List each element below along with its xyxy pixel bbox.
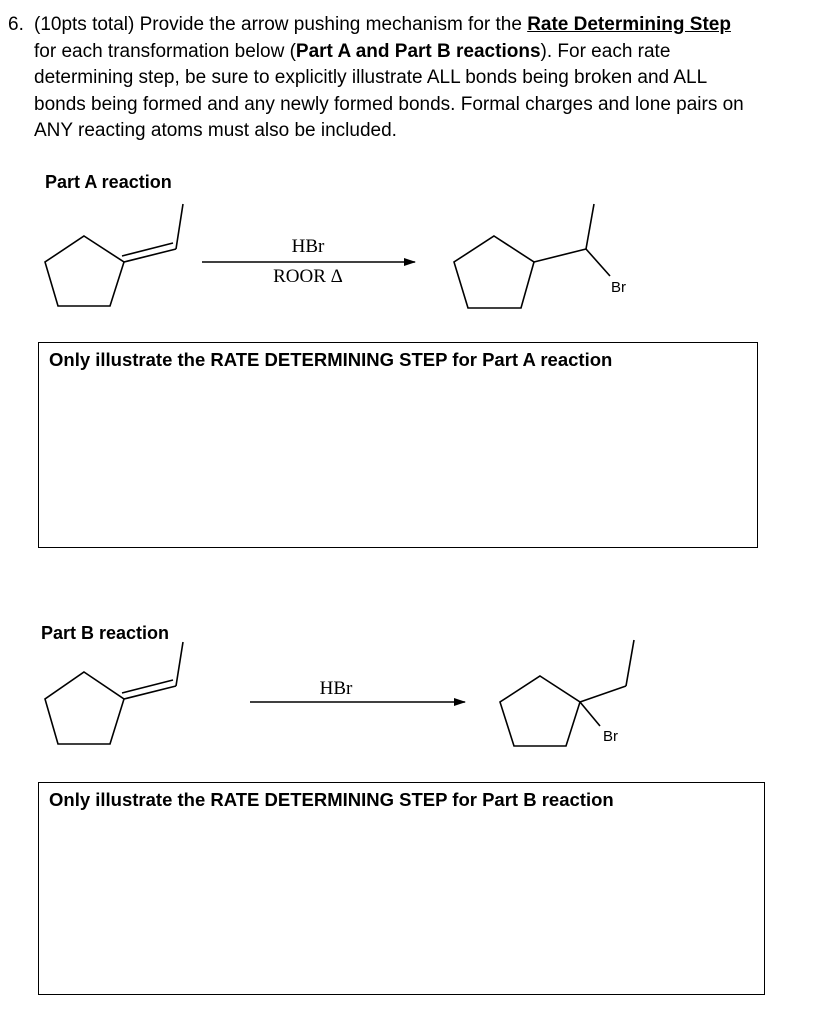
part-b-product-br-atom: Br <box>603 728 618 745</box>
part-a-reactant-structure <box>45 204 183 306</box>
parts-emphasis: Part A and Part B reactions <box>295 40 541 62</box>
part-b-box-title: Only illustrate the RATE DETERMINING STEP for Part B reaction <box>49 789 614 810</box>
question-line-3: determining step, be sure to explicitly illustrate ALL bonds being broken and ALL <box>34 67 708 88</box>
part-a-reagent-roor: ROOR Δ <box>273 266 343 287</box>
question-text-a: Provide the arrow pushing mechanism for the <box>134 14 528 35</box>
part-b-label: Part B reaction <box>41 623 170 643</box>
question-line-5: ANY reacting atoms must also be included. <box>34 120 397 141</box>
part-a-answer-box[interactable] <box>38 342 758 548</box>
question-line-4: bonds being formed and any newly formed bonds. Formal charges and lone pairs on <box>34 93 744 115</box>
question-text-c: ). For each rate <box>540 40 671 62</box>
part-b-answer-box[interactable] <box>38 782 765 995</box>
rate-determining-step-emphasis: Rate Determining Step <box>527 14 731 35</box>
question-text-b: for each transformation below ( <box>34 40 296 62</box>
question-number: 6. <box>8 14 24 35</box>
part-b-reagent-hbr: HBr <box>319 678 353 699</box>
part-b-reactant-structure <box>45 642 183 744</box>
part-a-product-br-atom: Br <box>611 279 626 296</box>
part-a-product-structure <box>454 204 610 308</box>
part-a-box-title: Only illustrate the RATE DETERMINING STEP for Part A reaction <box>49 349 613 370</box>
part-a-label: Part A reaction <box>45 172 172 192</box>
question-points: (10pts total) <box>34 14 135 35</box>
part-a-reagent-hbr: HBr <box>291 236 325 257</box>
